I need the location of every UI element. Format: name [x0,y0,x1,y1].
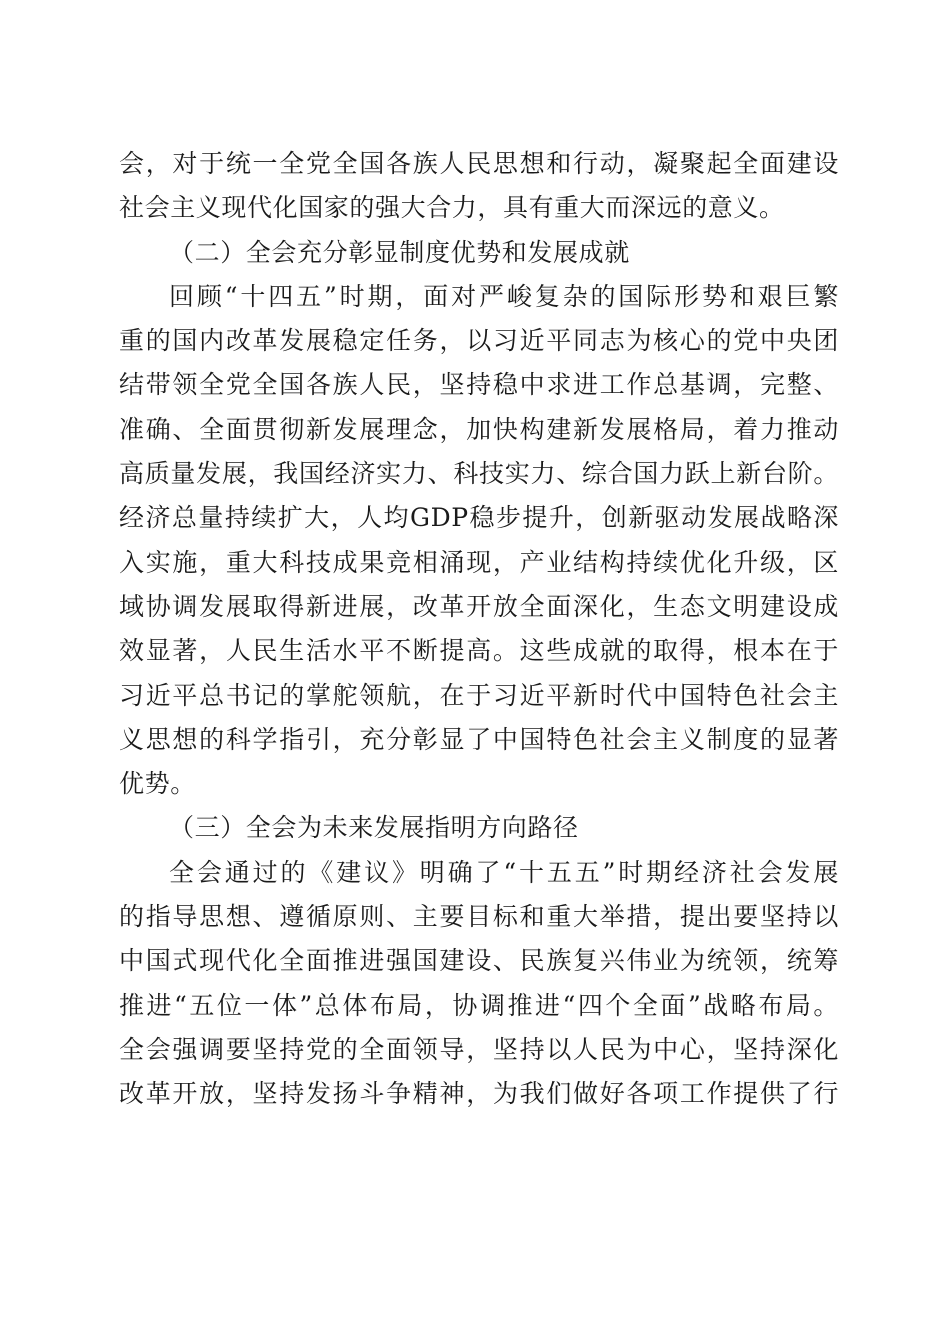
section-heading-2: （二）全会充分彰显制度优势和发展成就 [169,237,630,267]
paragraph-3-line: 推进“五位一体”总体布局，协调推进“四个全面”战略布局。 [119,990,839,1020]
paragraph-2-line: 经济总量持续扩大，人均GDP稳步提升，创新驱动发展战略深 [119,503,839,533]
paragraph-2-line: 准确、全面贯彻新发展理念，加快构建新发展格局，着力推动 [119,414,839,444]
paragraph-1-line: 会，对于统一全党全国各族人民思想和行动，凝聚起全面建设 [119,149,839,178]
paragraph-2-line: 域协调发展取得新进展，改革开放全面深化，生态文明建设成 [119,591,839,621]
paragraph-3-line: 全会强调要坚持党的全面领导，坚持以人民为中心，坚持深化 [119,1034,839,1064]
paragraph-3-line: 改革开放，坚持发扬斗争精神，为我们做好各项工作提供了行 [119,1079,839,1109]
paragraph-3-line: 的指导思想、遵循原则、主要目标和重大举措，提出要坚持以 [119,902,839,932]
paragraph-2-line: 回顾“十四五”时期，面对严峻复杂的国际形势和艰巨繁 [169,281,839,311]
paragraph-2-line: 结带领全党全国各族人民，坚持稳中求进工作总基调，完整、 [119,370,839,400]
section-heading-3: （三）全会为未来发展指明方向路径 [169,813,579,843]
paragraph-2-line: 高质量发展，我国经济实力、科技实力、综合国力跃上新台阶。 [119,459,839,489]
paragraph-2-line: 优势。 [119,769,196,799]
paragraph-2-line: 效显著，人民生活水平不断提高。这些成就的取得，根本在于 [119,636,839,666]
paragraph-2-line: 义思想的科学指引，充分彰显了中国特色社会主义制度的显著 [119,724,839,754]
paragraph-3-line: 中国式现代化全面推进强国建设、民族复兴伟业为统领，统筹 [119,946,839,976]
paragraph-2-line: 重的国内改革发展稳定任务，以习近平同志为核心的党中央团 [119,326,839,356]
paragraph-2-line: 入实施，重大科技成果竞相涌现，产业结构持续优化升级，区 [119,547,839,577]
paragraph-3-line: 全会通过的《建议》明确了“十五五”时期经济社会发展 [169,857,839,887]
paragraph-2-line: 习近平总书记的掌舵领航，在于习近平新时代中国特色社会主 [119,680,839,710]
paragraph-1-line: 社会主义现代化国家的强大合力，具有重大而深远的意义。 [119,193,785,223]
document-body [119,142,839,1117]
